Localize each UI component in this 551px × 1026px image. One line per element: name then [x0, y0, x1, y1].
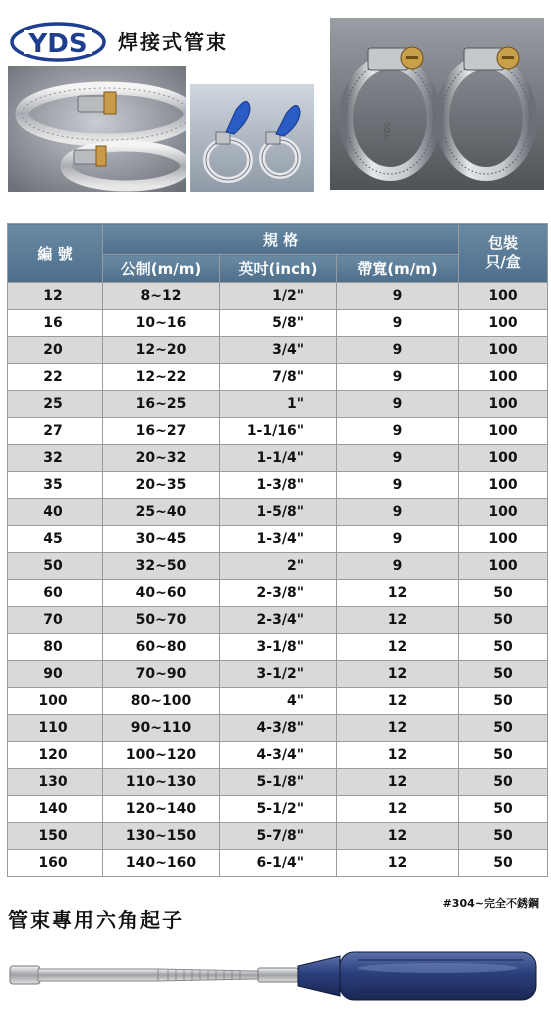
svg-text:YDS: YDS: [383, 121, 392, 139]
brand-logo: [10, 22, 106, 62]
cell-inch: 1/2": [220, 283, 337, 310]
cell-pack: 100: [459, 472, 548, 499]
cell-metric: 60~80: [103, 634, 220, 661]
cell-metric: 130~150: [103, 823, 220, 850]
header-metric: 公制(m/m): [103, 255, 220, 283]
cell-code: 40: [8, 499, 103, 526]
cell-code: 150: [8, 823, 103, 850]
cell-pack: 100: [459, 418, 548, 445]
cell-inch: 2-3/8": [220, 580, 337, 607]
cell-pack: 50: [459, 742, 548, 769]
cell-pack: 50: [459, 580, 548, 607]
cell-inch: 1": [220, 391, 337, 418]
cell-code: 35: [8, 472, 103, 499]
cell-width: 12: [337, 796, 459, 823]
cell-metric: 140~160: [103, 850, 220, 877]
cell-metric: 90~110: [103, 715, 220, 742]
cell-pack: 50: [459, 715, 548, 742]
cell-pack: 100: [459, 337, 548, 364]
cell-width: 12: [337, 742, 459, 769]
table-row: [8, 445, 548, 472]
cell-pack: 100: [459, 283, 548, 310]
cell-metric: 20~35: [103, 472, 220, 499]
cell-code: 120: [8, 742, 103, 769]
cell-inch: 1-1/16": [220, 418, 337, 445]
cell-width: 9: [337, 418, 459, 445]
table-row: [8, 337, 548, 364]
table-row: [8, 688, 548, 715]
table-row: [8, 283, 548, 310]
table-row: [8, 850, 548, 877]
cell-metric: 16~25: [103, 391, 220, 418]
cell-width: 12: [337, 634, 459, 661]
cell-width: 9: [337, 499, 459, 526]
cell-code: 27: [8, 418, 103, 445]
cell-metric: 110~130: [103, 769, 220, 796]
cell-inch: 7/8": [220, 364, 337, 391]
cell-inch: 3-1/8": [220, 634, 337, 661]
cell-inch: 2-3/4": [220, 607, 337, 634]
cell-metric: 80~100: [103, 688, 220, 715]
product-title: 焊接式管束: [118, 30, 228, 54]
table-row: [8, 661, 548, 688]
cell-width: 9: [337, 391, 459, 418]
table-row: [8, 418, 548, 445]
cell-metric: 32~50: [103, 553, 220, 580]
table-row: [8, 526, 548, 553]
cell-inch: 3/4": [220, 337, 337, 364]
table-row: [8, 580, 548, 607]
cell-pack: 50: [459, 634, 548, 661]
table-row: [8, 391, 548, 418]
cell-pack: 100: [459, 526, 548, 553]
cell-code: 12: [8, 283, 103, 310]
cell-metric: 50~70: [103, 607, 220, 634]
cell-code: 22: [8, 364, 103, 391]
logo-text: YDS: [28, 29, 88, 59]
cell-code: 20: [8, 337, 103, 364]
table-row: [8, 769, 548, 796]
cell-inch: 5-7/8": [220, 823, 337, 850]
cell-metric: 40~60: [103, 580, 220, 607]
table-row: [8, 607, 548, 634]
cell-pack: 100: [459, 310, 548, 337]
cell-code: 100: [8, 688, 103, 715]
cell-width: 12: [337, 580, 459, 607]
cell-width: 12: [337, 607, 459, 634]
cell-metric: 12~22: [103, 364, 220, 391]
photo-yds-clamps: [330, 18, 544, 190]
cell-code: 140: [8, 796, 103, 823]
table-row: [8, 715, 548, 742]
cell-code: 25: [8, 391, 103, 418]
cell-metric: 12~20: [103, 337, 220, 364]
cell-inch: 2": [220, 553, 337, 580]
cell-pack: 100: [459, 391, 548, 418]
screwdriver-icon: [8, 946, 546, 1016]
cell-code: 130: [8, 769, 103, 796]
header-spec: 規 格: [103, 224, 459, 255]
cell-metric: 20~32: [103, 445, 220, 472]
cell-code: 90: [8, 661, 103, 688]
table-row: [8, 823, 548, 850]
cell-inch: 4-3/8": [220, 715, 337, 742]
cell-pack: 50: [459, 850, 548, 877]
header-code: 編 號: [8, 224, 103, 283]
cell-metric: 120~140: [103, 796, 220, 823]
cell-width: 12: [337, 823, 459, 850]
cell-metric: 8~12: [103, 283, 220, 310]
hex-screwdriver-image: [8, 946, 546, 1016]
photo-clamp-closeup: [8, 66, 186, 192]
cell-metric: 100~120: [103, 742, 220, 769]
cell-inch: 1-3/8": [220, 472, 337, 499]
table-row: [8, 634, 548, 661]
cell-metric: 70~90: [103, 661, 220, 688]
cell-width: 12: [337, 769, 459, 796]
cell-pack: 100: [459, 445, 548, 472]
cell-metric: 30~45: [103, 526, 220, 553]
cell-width: 12: [337, 661, 459, 688]
cell-code: 60: [8, 580, 103, 607]
header-width: 帶寬(m/m): [337, 255, 459, 283]
cell-code: 32: [8, 445, 103, 472]
cell-pack: 100: [459, 553, 548, 580]
cell-code: 45: [8, 526, 103, 553]
cell-inch: 5-1/2": [220, 796, 337, 823]
cell-inch: 3-1/2": [220, 661, 337, 688]
cell-pack: 50: [459, 823, 548, 850]
cell-code: 70: [8, 607, 103, 634]
cell-metric: 25~40: [103, 499, 220, 526]
cell-code: 80: [8, 634, 103, 661]
cell-metric: 16~27: [103, 418, 220, 445]
table-row: [8, 742, 548, 769]
cell-pack: 50: [459, 796, 548, 823]
cell-pack: 100: [459, 364, 548, 391]
cell-metric: 10~16: [103, 310, 220, 337]
cell-width: 9: [337, 283, 459, 310]
cell-inch: 4": [220, 688, 337, 715]
table-row: [8, 553, 548, 580]
cell-code: 160: [8, 850, 103, 877]
cell-inch: 5/8": [220, 310, 337, 337]
table-row: [8, 364, 548, 391]
yds-logo-icon: [10, 22, 106, 62]
cell-pack: 50: [459, 607, 548, 634]
cell-pack: 50: [459, 688, 548, 715]
cell-inch: 4-3/4": [220, 742, 337, 769]
cell-inch: 1-1/4": [220, 445, 337, 472]
cell-width: 9: [337, 553, 459, 580]
cell-inch: 5-1/8": [220, 769, 337, 796]
table-row: [8, 310, 548, 337]
material-note: #304~完全不銹鋼: [442, 897, 539, 910]
cell-code: 50: [8, 553, 103, 580]
cell-pack: 100: [459, 499, 548, 526]
cell-width: 9: [337, 472, 459, 499]
cell-width: 9: [337, 526, 459, 553]
cell-width: 12: [337, 850, 459, 877]
spec-table-body: [8, 283, 548, 877]
cell-code: 110: [8, 715, 103, 742]
cell-width: 9: [337, 445, 459, 472]
table-row: [8, 499, 548, 526]
cell-code: 16: [8, 310, 103, 337]
spec-table: [7, 223, 548, 877]
cell-pack: 50: [459, 661, 548, 688]
cell-width: 12: [337, 688, 459, 715]
tool-title: 管束專用六角起子: [8, 908, 184, 932]
cell-inch: 6-1/4": [220, 850, 337, 877]
header-pack: 包裝 只/盒: [459, 224, 548, 283]
cell-pack: 50: [459, 769, 548, 796]
cell-inch: 1-5/8": [220, 499, 337, 526]
table-row: [8, 796, 548, 823]
table-row: [8, 472, 548, 499]
header-inch: 英吋(inch): [220, 255, 337, 283]
cell-width: 9: [337, 310, 459, 337]
cell-width: 12: [337, 715, 459, 742]
photo-wing-clamps: [190, 84, 314, 192]
cell-inch: 1-3/4": [220, 526, 337, 553]
cell-width: 9: [337, 337, 459, 364]
cell-width: 9: [337, 364, 459, 391]
